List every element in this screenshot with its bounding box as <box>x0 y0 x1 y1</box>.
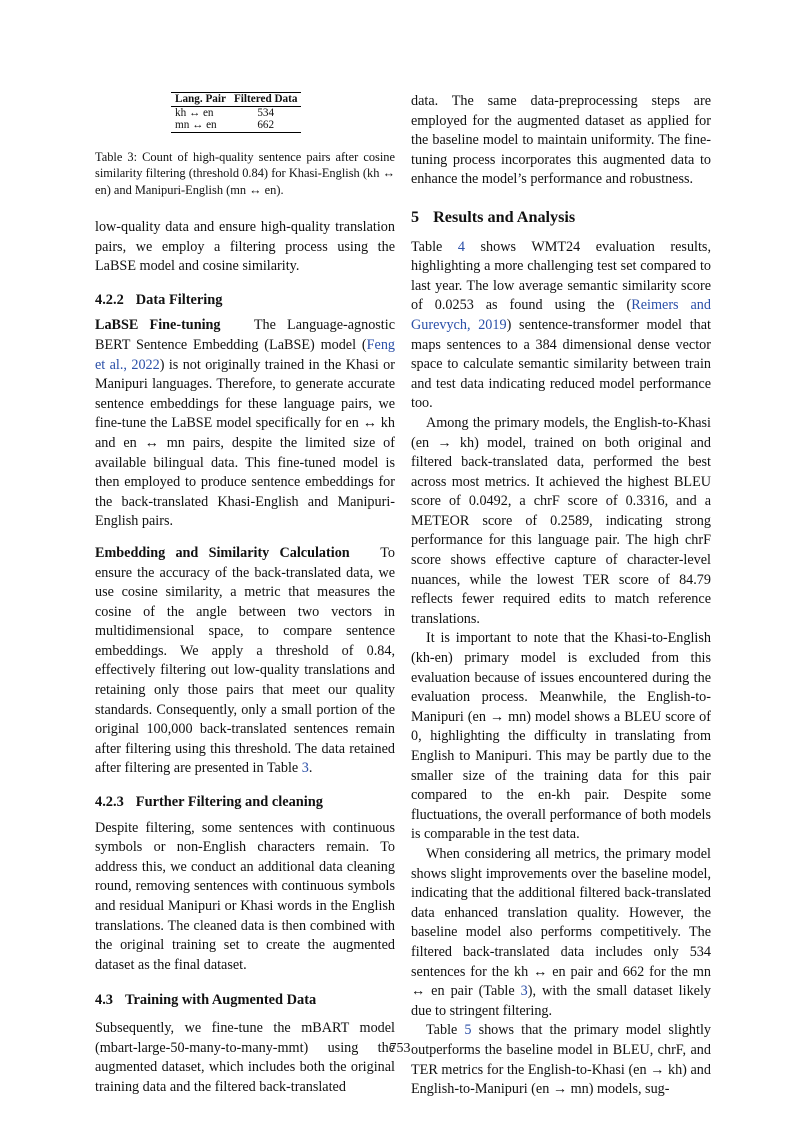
table-3-caption: Table 3: Count of high-quality sentence pairs after cosine similarity filtering (threshold 0.84) for Khasi-English (kh ↔ en) and Manipuri-English (mn ↔ en). <box>95 149 395 197</box>
table-cell-count: 662 <box>230 119 301 132</box>
paragraph-results-1: Table 4 shows WMT24 evaluation results, highlighting a more challenging test set compared to last year. The low average semantic similarity score of 0.0253 as found using the (Reimers and Gurevych, 2019) sentence-transformer model that maps sentences to a 384 dimensional dense vector space to calculate semantic similarity between train and test data indicating reduced model performance too. <box>411 238 711 412</box>
paragraph-intro: low-quality data and ensure high-quality translation pairs, we employ a filtering process using the LaBSE model and cosine similarity. <box>95 219 395 275</box>
paragraph-labse: LaBSE Fine-tuning The Language-agnostic BERT Sentence Embedding (LaBSE) model (Feng et al., 2022) is not originally trained in the Khasi or Manipuri languages. Therefore, to generate accurate sentence embeddings for these language pairs, we fine-tune the LaBSE model specifically for en ↔ kh and en ↔ mn pairs, despite the limited size of available bilingual data. This fine-tuned model is then employed to produce sentence embeddings for the back-translated Khasi-English and Manipuri-English pairs. <box>95 317 396 530</box>
table-ref-link-3[interactable]: 3 <box>301 760 309 777</box>
paragraph-results-5: Table 5 shows that the primary model slightly outperforms the baseline model in BLEU, chrF, and TER metrics for the English-to-Khasi (en → kh) and English-to-Manipuri (en → mn) models, sug- <box>411 1022 711 1098</box>
section-heading-4-3: 4.3 Training with Augmented Data <box>95 992 317 1009</box>
paragraph-continuation: data. The same data-preprocessing steps are employed for the augmented dataset as applied for the baseline model to maintain uniformity. The fine-tuning process incorporates this augmented data to enhance the model’s performance and robustness. <box>411 93 711 188</box>
table-row <box>171 119 301 132</box>
table-cell-pair: kh ↔ en <box>175 106 214 119</box>
table-header-filtered-data: Filtered Data <box>230 93 301 107</box>
table-cell-pair: mn ↔ en <box>171 119 230 132</box>
table-3 <box>171 92 301 133</box>
table-header-lang-pair: Lang. Pair <box>171 93 230 107</box>
table-cell-count: 534 <box>257 106 275 119</box>
page-number: 753 <box>389 1041 411 1056</box>
paragraph-further-filtering: Despite filtering, some sentences with continuous symbols or non-English characters remain. To address this, we conduct an additional data cleaning round, removing sentences with continuous symbols and residual Manipuri or Khasi words in the English translations. The cleaned data is then combined with the original training set to create the augmented dataset as the final dataset. <box>95 819 395 973</box>
paragraph-results-3: It is important to note that the Khasi-to-English (kh-en) primary model is excluded from this evaluation because of issues encountered during the evaluation process. Meanwhile, the English-to-Manipuri (en → mn) model shows a BLEU score of 0, highlighting the difficulty in translating from English to Manipuri. This may be partly due to the smaller size of the training data for this pair compared to the en-kh pair. Despite some fluctuations, the overall performance of both models is comparable in the test data. <box>411 630 711 843</box>
paragraph-results-2: Among the primary models, the English-to-Khasi (en → kh) model, trained on both original and filtered back-translated data, performed the best across most metrics. It achieved the highest BLEU score of 0.0492, a chrF score of 0.3316, and a METEOR score of 0.2589, indicating strong performance for this language pair. The high chrF score shows effective capture of character-level nuances, while the lowest TER score of 84.79 reflects fewer required edits to match reference translations. <box>411 414 711 627</box>
paragraph-training: Subsequently, we fine-tune the mBART model (mbart-large-50-many-to-many-mmt) using the augmented dataset, which includes both the original training data and the filtered back-translated <box>95 1019 395 1095</box>
right-column <box>411 92 711 1100</box>
table-ref-link-5[interactable]: 5 <box>464 1022 472 1039</box>
table-header-row <box>171 93 301 107</box>
subsection-heading-4-2-2: 4.2.2 Data Filtering <box>95 291 223 308</box>
paragraph-results-4: When considering all metrics, the primary model shows slight improvements over the baseline model, indicating that the additional filtered back-translated data enhanced translation quality. However, the baseline model also performs competitively. The filtered back-translated data includes only 534 sentences for the kh ↔ en pair and 662 for the mn ↔ en pair (Table 3), with the small dataset likely due to stringent filtering. <box>411 845 711 1019</box>
subsection-heading-4-2-3: 4.2.3 Further Filtering and cleaning <box>95 794 323 811</box>
citation-link-feng[interactable]: Feng et al., 2022 <box>95 336 395 373</box>
runin-heading-labse: LaBSE Fine-tuning <box>95 317 221 334</box>
left-column <box>95 92 395 1097</box>
table-ref-link-4[interactable]: 4 <box>457 238 465 255</box>
paragraph-embedding: Embedding and Similarity Calculation To ensure the accuracy of the back-translated data, we use cosine similarity, a metric that measures the cosine of the angle between two vectors in multidimensional space, to compare sentence embeddings. We apply a threshold of 0.84, effectively filtering out low-quality translations and retaining only those pairs that meet our quality standards. Consequently, only a small portion of the original 100,000 back-translated sentences remain after filtering using this threshold. The data retained after filtering are presented in Table 3. <box>95 544 396 777</box>
citation-link-reimers[interactable]: Reimers and Gurevych, 2019 <box>411 297 711 333</box>
section-heading-5: 5 Results and Analysis <box>411 207 576 226</box>
table-row <box>171 106 301 119</box>
runin-heading-embedding: Embedding and Similarity Calculation <box>95 544 350 561</box>
table-ref-link-3[interactable]: 3 <box>520 983 528 1000</box>
